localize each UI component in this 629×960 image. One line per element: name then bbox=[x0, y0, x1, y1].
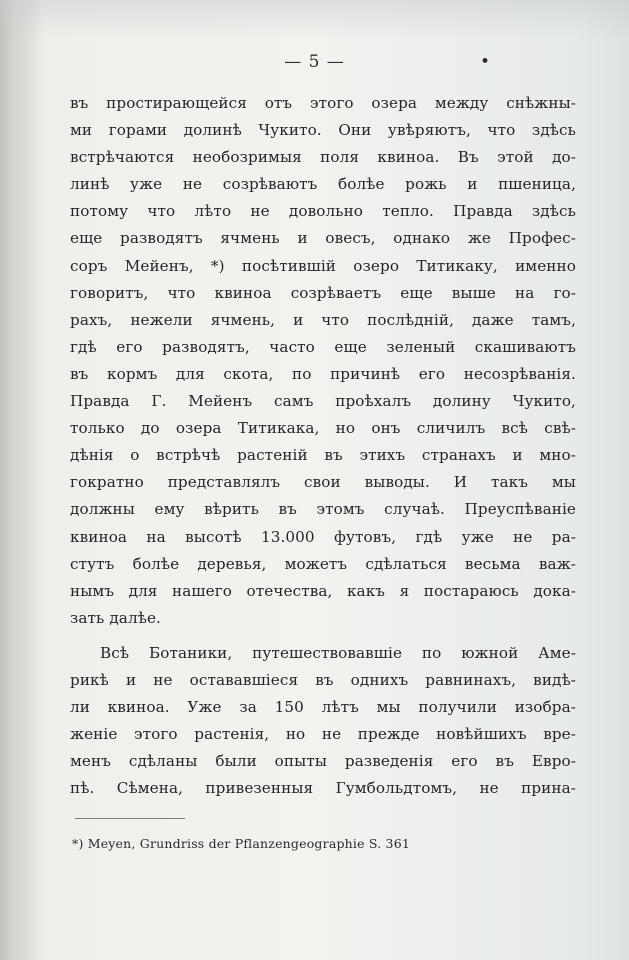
paragraph-2 bbox=[70, 640, 576, 803]
paragraph-1 bbox=[70, 90, 576, 632]
text-line: менъ сдѣланы были опыты разведенія его въ Евро- bbox=[70, 752, 576, 771]
text-line: квиноа на высотѣ 13.000 футовъ, гдѣ уже не ра- bbox=[70, 527, 576, 546]
text-line: пѣ. Сѣмена, привезенныя Гумбольдтомъ, не прина- bbox=[70, 779, 576, 798]
paragraph-gap bbox=[70, 632, 576, 640]
text-line: только до озера Титикака, но онъ сличилъ всѣ свѣ- bbox=[70, 419, 576, 438]
text-line: встрѣчаются необозримыя поля квиноа. Въ этой до- bbox=[70, 148, 576, 167]
text-line: женіе этого растенія, но не прежде новѣйшихъ вре- bbox=[70, 725, 576, 744]
body-text bbox=[70, 90, 576, 802]
text-line: рахъ, нежели ячмень, и что послѣдній, даже тамъ, bbox=[70, 310, 576, 329]
page-top-shading bbox=[0, 0, 629, 40]
text-line: соръ Мейенъ, *) посѣтившій озеро Титикаку, именно bbox=[70, 256, 576, 275]
text-line: еще разводятъ ячмень и овесъ, однако же Профес- bbox=[70, 229, 576, 248]
page-mark: • bbox=[480, 52, 492, 72]
text-line: говоритъ, что квиноа созрѣваетъ еще выше на го- bbox=[70, 283, 576, 302]
text-line: стутъ болѣе деревья, можетъ сдѣлаться весьма важ- bbox=[70, 554, 576, 573]
text-line: нымъ для нашего отечества, какъ я постараюсь дока- bbox=[70, 581, 576, 600]
text-line: должны ему вѣрить въ этомъ случаѣ. Преуспѣваніе bbox=[70, 500, 576, 519]
text-line: въ кормъ для скота, по причинѣ его несозрѣванія. bbox=[70, 364, 576, 383]
page-number-text: — 5 — bbox=[284, 52, 345, 72]
text-line: гдѣ его разводятъ, часто еще зеленый скашиваютъ bbox=[70, 337, 576, 356]
footnote-rule bbox=[75, 818, 185, 819]
page-number bbox=[0, 52, 629, 72]
text-line: Правда Г. Мейенъ самъ проѣхалъ долину Чукито, bbox=[70, 392, 576, 411]
text-line: ми горами долинѣ Чукито. Они увѣряютъ, что здѣсь bbox=[70, 121, 576, 140]
text-line: Всѣ Ботаники, путешествовавшіе по южной Аме- bbox=[100, 643, 576, 662]
gutter-shadow bbox=[0, 0, 46, 960]
text-line: линѣ уже не созрѣваютъ болѣе рожь и пшеница, bbox=[70, 175, 576, 194]
text-line: гократно представлялъ свои выводы. И такъ мы bbox=[70, 473, 576, 492]
text-line: потому что лѣто не довольно тепло. Правда здѣсь bbox=[70, 202, 576, 221]
text-line: рикѣ и не остававшіеся въ однихъ равнинахъ, видѣ- bbox=[70, 670, 576, 689]
footnote: *) Meyen, Grundriss der Pflanzengeographie S. 361 bbox=[72, 836, 411, 851]
text-line: зать далѣе. bbox=[70, 608, 161, 627]
text-line: ли квиноа. Уже за 150 лѣтъ мы получили изобра- bbox=[70, 698, 576, 717]
text-line: въ простирающейся отъ этого озера между снѣжны- bbox=[70, 94, 576, 112]
text-line: дѣнія о встрѣчѣ растеній въ этихъ странахъ и мно- bbox=[70, 446, 576, 465]
